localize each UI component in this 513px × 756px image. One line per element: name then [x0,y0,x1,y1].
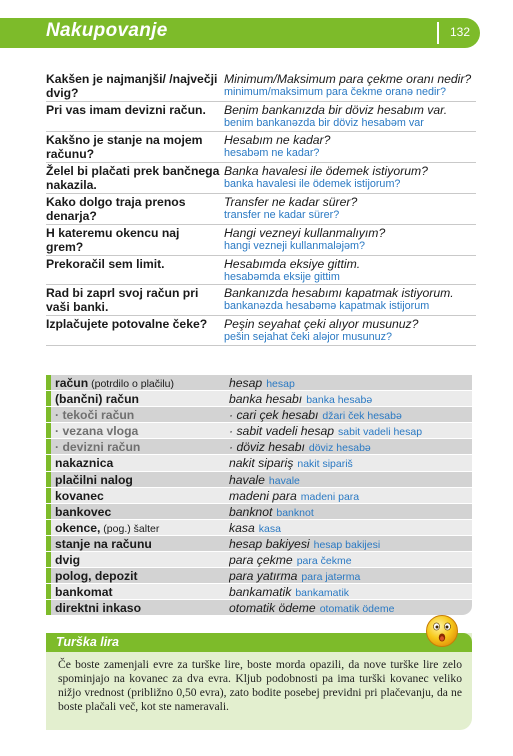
turkish-term [229,439,472,454]
pronunciation: döviz hesabə [308,442,371,455]
turkish-term [229,520,472,535]
pronunciation: otomatik ödeme [319,603,395,616]
vocab-row [46,391,472,407]
vocab-row [46,407,472,423]
turkish-term [229,552,472,567]
turkish-phrase: Peşin seyahat çeki alıyor musunuz? [224,317,419,331]
turkish-term [229,536,472,551]
row-marker [46,439,51,454]
slovene-word: bankomat [55,585,113,600]
turkish-phrase: Minimum/Maksimum para çekme oranı nedir? [224,72,472,86]
phrase-row [46,194,476,225]
slovene-term [55,600,229,615]
phrase-list [46,71,476,346]
info-box-text: Če boste zamenjali evre za turške lire, boste morda opazili, da nove turške lire zelo spominjajo na kovanec za dva evra. Kljub podobnosti pa ima turški kovanec veliko nižjo vrednost (približno 0,50 evra), zato bodite posebej previdni pri plačevanju, da ne boste plačali več, kot ste nameravali. [58,658,462,713]
phrase-row [46,163,476,194]
row-marker [46,584,51,599]
vocab-row [46,423,472,439]
pronunciation: džari ček hesabə [322,410,402,423]
slovene-term [55,439,229,454]
slovene-phrase: Kako dolgo traja prenos denarja? [46,194,186,223]
pronunciation: hangi vezneji kullanmaləjəm? [224,239,366,252]
pronunciation: hesabəm ne kadar? [224,146,320,159]
turkish-word: · döviz hesabı [229,440,305,455]
slovene-phrase: Izplačujete potovalne čeke? [46,317,208,331]
slovene-term [55,520,229,535]
phrase-row [46,316,476,346]
pronunciation: pešin sejahat čeki aləjor musunuz? [224,331,393,343]
turkish-term [229,504,472,519]
turkish-phrase: Transfer ne kadar sürer? [224,194,358,209]
turkish-word: kasa [229,520,255,535]
pronunciation: nakit sipariš [297,458,353,471]
turkish-phrase: Hesabım ne kadar? [224,132,331,147]
phrase-row [46,71,476,102]
pronunciation: banknot [276,506,314,519]
vocab-row [46,488,472,504]
turkish-word: · sabit vadeli hesap [229,424,335,439]
slovene-word: · vezana vloga [55,424,139,439]
row-marker [46,568,51,583]
vocab-row [46,504,472,520]
turkish-phrase: Hangi vezneyi kullanmalıyım? [224,225,386,240]
pronunciation: bankamatik [295,587,350,600]
turkish-word: nakit sipariş [229,456,294,471]
turkish-phrase: Bankanızda hesabımı kapatmak istiyorum. [224,286,454,300]
translation-cell [224,103,476,130]
slovene-word: bankovec [55,504,112,519]
turkish-term [229,455,472,470]
row-marker [46,455,51,470]
slovene-phrase: Želel bi plačati prek bančnega nakazila. [46,163,220,192]
vocab-row [46,375,472,391]
slovene-word: dvig [55,553,81,568]
page-header [0,18,480,48]
info-box-title: Turška lira [46,633,472,652]
row-marker [46,552,51,567]
turkish-term [229,584,472,599]
pronunciation: benim bankanəzda bir döviz hesabəm var [224,117,424,129]
slovene-word: okence, [55,520,101,535]
turkish-word: para yatırma [229,569,298,584]
slovene-term [55,375,229,390]
translation-cell [224,195,476,223]
turkish-word: bankamatik [229,585,292,600]
slovene-word: kovanec [55,488,104,503]
translation-cell [224,317,476,344]
turkish-word: banknot [229,504,273,519]
pronunciation: minimum/maksimum para čekme oranə nedir? [224,86,447,98]
slovene-word: · devizni račun [55,440,141,455]
slovene-term [55,584,229,599]
row-marker [46,536,51,551]
vocab-row [46,552,472,568]
pronunciation: banka havalesi ile ödemek istijorum? [224,177,401,190]
turkish-word: havale [229,472,265,487]
row-marker [46,391,51,406]
slovene-term [55,568,229,583]
translation-cell [224,133,476,161]
vocab-row [46,584,472,600]
turkish-term [229,407,472,422]
slovene-term [55,536,229,551]
slovene-word: račun [55,376,89,390]
slovene-word: stanje na računu [55,536,152,551]
phrase-row [46,256,476,286]
vocab-row [46,600,472,616]
header-divider [437,22,439,44]
pronunciation: kasa [258,522,281,535]
pronunciation: transfer ne kadar sürer? [224,208,340,221]
slovene-word: (bančni) račun [55,392,139,407]
turkish-term [229,488,472,503]
pronunciation: hesap [266,378,295,390]
turkish-word: otomatik ödeme [229,601,316,616]
slovene-word: polog, depozit [55,569,138,584]
slovene-term [55,391,229,406]
usage-note: (potrdilo o plačilu) [88,378,174,390]
pronunciation: para čekme [296,555,352,568]
slovene-phrase: Prekoračil sem limit. [46,256,165,271]
vocab-row [46,536,472,552]
phrase-row [46,225,476,256]
slovene-term [55,504,229,519]
turkish-term [229,391,472,406]
row-marker [46,504,51,519]
turkish-word: hesap bakiyesi [229,536,310,551]
slovene-term [55,552,229,567]
vocab-row [46,472,472,488]
pronunciation: madeni para [300,490,360,503]
row-marker [46,375,51,390]
slovene-phrase: Kakšen je najmanjši/ /največji dvig? [46,72,218,100]
phrase-row [46,132,476,163]
turkish-phrase: Benim bankanızda bir döviz hesabım var. [224,103,448,117]
turkish-phrase: Hesabımda eksiye gittim. [224,256,361,271]
turkish-term [229,472,472,487]
pronunciation: bankanəzda hesabəmə kapatmak istijorum [224,300,430,312]
vocab-row [46,439,472,455]
slovene-phrase: Rad bi zaprl svoj račun pri vaši banki. [46,286,199,314]
translation-cell [224,72,476,100]
slovene-term [55,455,229,470]
row-marker [46,488,51,503]
slovene-phrase: Pri vas imam devizni račun. [46,103,206,117]
section-title: Nakupovanje [46,20,168,41]
slovene-word: plačilni nalog [55,472,133,487]
translation-cell [224,286,476,314]
vocab-row [46,568,472,584]
surprised-face-icon [425,614,459,648]
usage-note: (pog.) šalter [100,522,160,535]
pronunciation: hesap bakijesi [313,538,381,551]
slovene-word: nakaznica [55,456,114,471]
turkish-word: hesap [229,376,263,390]
slovene-word: · tekoči račun [55,408,135,423]
pronunciation: sabit vadeli hesap [338,426,423,439]
vocabulary-table [46,375,472,616]
slovene-word: direktni inkaso [55,601,142,616]
slovene-phrase: Kakšno je stanje na mojem računu? [46,132,203,161]
pronunciation: havale [268,474,300,487]
slovene-term [55,472,229,487]
row-marker [46,600,51,615]
pronunciation: banka hesabə [306,394,373,407]
pronunciation: hesabəmda eksije gittim [224,270,340,283]
vocab-row [46,455,472,471]
vocab-row [46,520,472,536]
turkish-word: para çekme [229,553,293,568]
slovene-term [55,407,229,422]
row-marker [46,407,51,422]
turkish-term [229,568,472,583]
slovene-term [55,423,229,438]
info-box [46,633,472,730]
turkish-term [229,423,472,438]
translation-cell [224,257,476,284]
turkish-word: · cari çek hesabı [229,408,319,423]
slovene-phrase: H kateremu okencu naj grem? [46,225,180,254]
turkish-term [229,375,472,390]
translation-cell [224,164,476,192]
phrase-row [46,102,476,132]
pronunciation: para jatərma [301,571,361,584]
row-marker [46,520,51,535]
phrase-row [46,285,476,316]
turkish-word: madeni para [229,488,297,503]
turkish-word: banka hesabı [229,392,303,407]
slovene-term [55,488,229,503]
turkish-phrase: Banka havalesi ile ödemek istiyorum? [224,163,428,178]
row-marker [46,423,51,438]
translation-cell [224,226,476,254]
row-marker [46,472,51,487]
page-number: 132 [450,25,471,39]
